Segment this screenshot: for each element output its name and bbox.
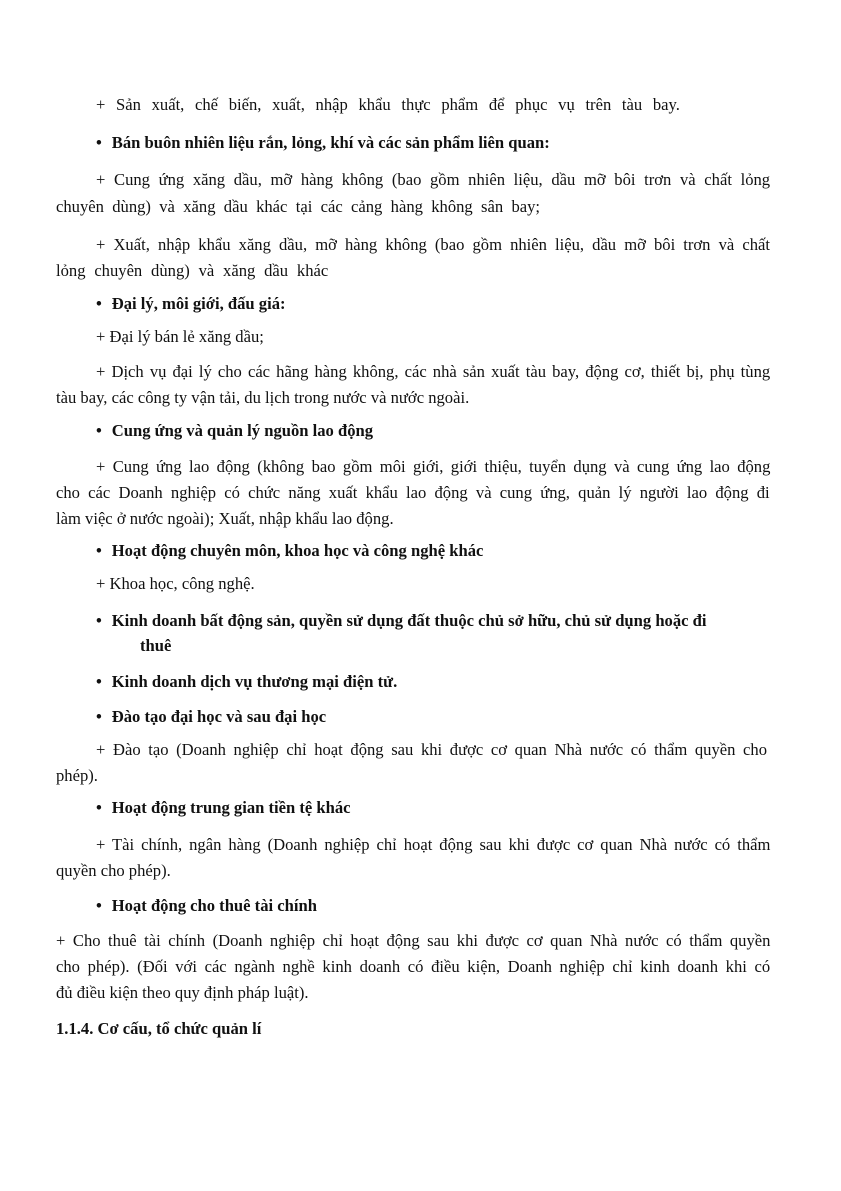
section-heading-line [96, 797, 351, 819]
bullet-dot: • [96, 421, 102, 440]
subsection-heading: 1.1.4. Cơ cấu, tổ chức quản lí [56, 1019, 262, 1038]
section-heading-line [96, 610, 707, 632]
body-text-line: lỏng chuyên dùng) và xăng dầu khác [56, 261, 329, 280]
heading-text: Kinh doanh bất động sản, quyền sử dụng đất thuộc chủ sở hữu, chủ sử dụng hoặc đi [111, 611, 707, 630]
heading-text: Kinh doanh dịch vụ thương mại điện tử. [111, 672, 398, 691]
body-text-line: làm việc ở nước ngoài); Xuất, nhập khẩu lao động. [56, 509, 394, 528]
body-text-line: + Cho thuê tài chính (Doanh nghiệp chỉ hoạt động sau khi được cơ quan Nhà nước có thẩm quyền [56, 931, 771, 950]
body-text-line: + Khoa học, công nghệ. [96, 574, 255, 593]
heading-text: Hoạt động trung gian tiền tệ khác [111, 798, 351, 817]
body-text-line: cho các Doanh nghiệp có chức năng xuất khẩu lao động và cung ứng, quản lý người lao động đi [56, 483, 770, 502]
bullet-dot: • [96, 541, 102, 560]
body-text-line: + Dịch vụ đại lý cho các hãng hàng không, các nhà sản xuất tàu bay, động cơ, thiết bị, phụ tùng [96, 362, 771, 381]
bullet-dot: • [96, 896, 102, 915]
heading-text: Đào tạo đại học và sau đại học [111, 707, 327, 726]
bullet-dot: • [96, 133, 102, 152]
bullet-dot: • [96, 611, 102, 630]
bullet-dot: • [96, 707, 102, 726]
body-text-line: chuyên dùng) và xăng dầu khác tại các cảng hàng không sân bay; [56, 197, 541, 216]
bullet-dot: • [96, 672, 102, 691]
body-text-line: + Đại lý bán lẻ xăng dầu; [96, 327, 264, 346]
bullet-dot: • [96, 798, 102, 817]
heading-text: Bán buôn nhiên liệu rắn, lỏng, khí và các sản phẩm liên quan: [111, 133, 550, 152]
section-heading-line [96, 132, 550, 154]
body-text-line: phép). [56, 766, 98, 785]
section-heading-line [96, 706, 326, 728]
heading-text: Cung ứng và quản lý nguồn lao động [111, 421, 374, 440]
body-text-line: + Sản xuất, chế biến, xuất, nhập khẩu thực phẩm để phục vụ trên tàu bay. [96, 95, 680, 114]
body-text-line: + Cung ứng xăng dầu, mỡ hàng không (bao gồm nhiên liệu, dầu mỡ bôi trơn và chất lỏng [96, 170, 771, 189]
body-text-line: + Xuất, nhập khẩu xăng dầu, mỡ hàng không (bao gồm nhiên liệu, dầu mỡ bôi trơn và chất [96, 235, 770, 254]
section-heading-line [96, 293, 286, 315]
section-heading-line [96, 540, 483, 562]
heading-text: Đại lý, môi giới, đấu giá: [111, 294, 286, 313]
body-text-line: tàu bay, các công ty vận tải, du lịch trong nước và nước ngoài. [56, 388, 470, 407]
body-text-line: cho phép). (Đối với các ngành nghề kinh doanh có điều kiện, Doanh nghiệp chỉ kinh doanh khi có [56, 957, 771, 976]
body-text-line: đủ điều kiện theo quy định pháp luật). [56, 983, 309, 1002]
body-text-line: quyền cho phép). [56, 861, 171, 880]
body-text-line: + Tài chính, ngân hàng (Doanh nghiệp chỉ hoạt động sau khi được cơ quan Nhà nước có thẩm [96, 835, 771, 854]
body-text-line: + Cung ứng lao động (không bao gồm môi giới, giới thiệu, tuyển dụng và cung ứng lao động [96, 457, 771, 476]
body-text-line: + Đào tạo (Doanh nghiệp chỉ hoạt động sau khi được cơ quan Nhà nước có thẩm quyền cho [96, 740, 768, 759]
heading-text: Hoạt động cho thuê tài chính [111, 896, 317, 915]
bullet-dot: • [96, 294, 102, 313]
section-heading-line [96, 671, 397, 693]
section-heading-line [96, 895, 317, 917]
heading-text: Hoạt động chuyên môn, khoa học và công nghệ khác [111, 541, 484, 560]
heading-continuation: thuê [140, 636, 172, 655]
section-heading-line [96, 420, 373, 442]
